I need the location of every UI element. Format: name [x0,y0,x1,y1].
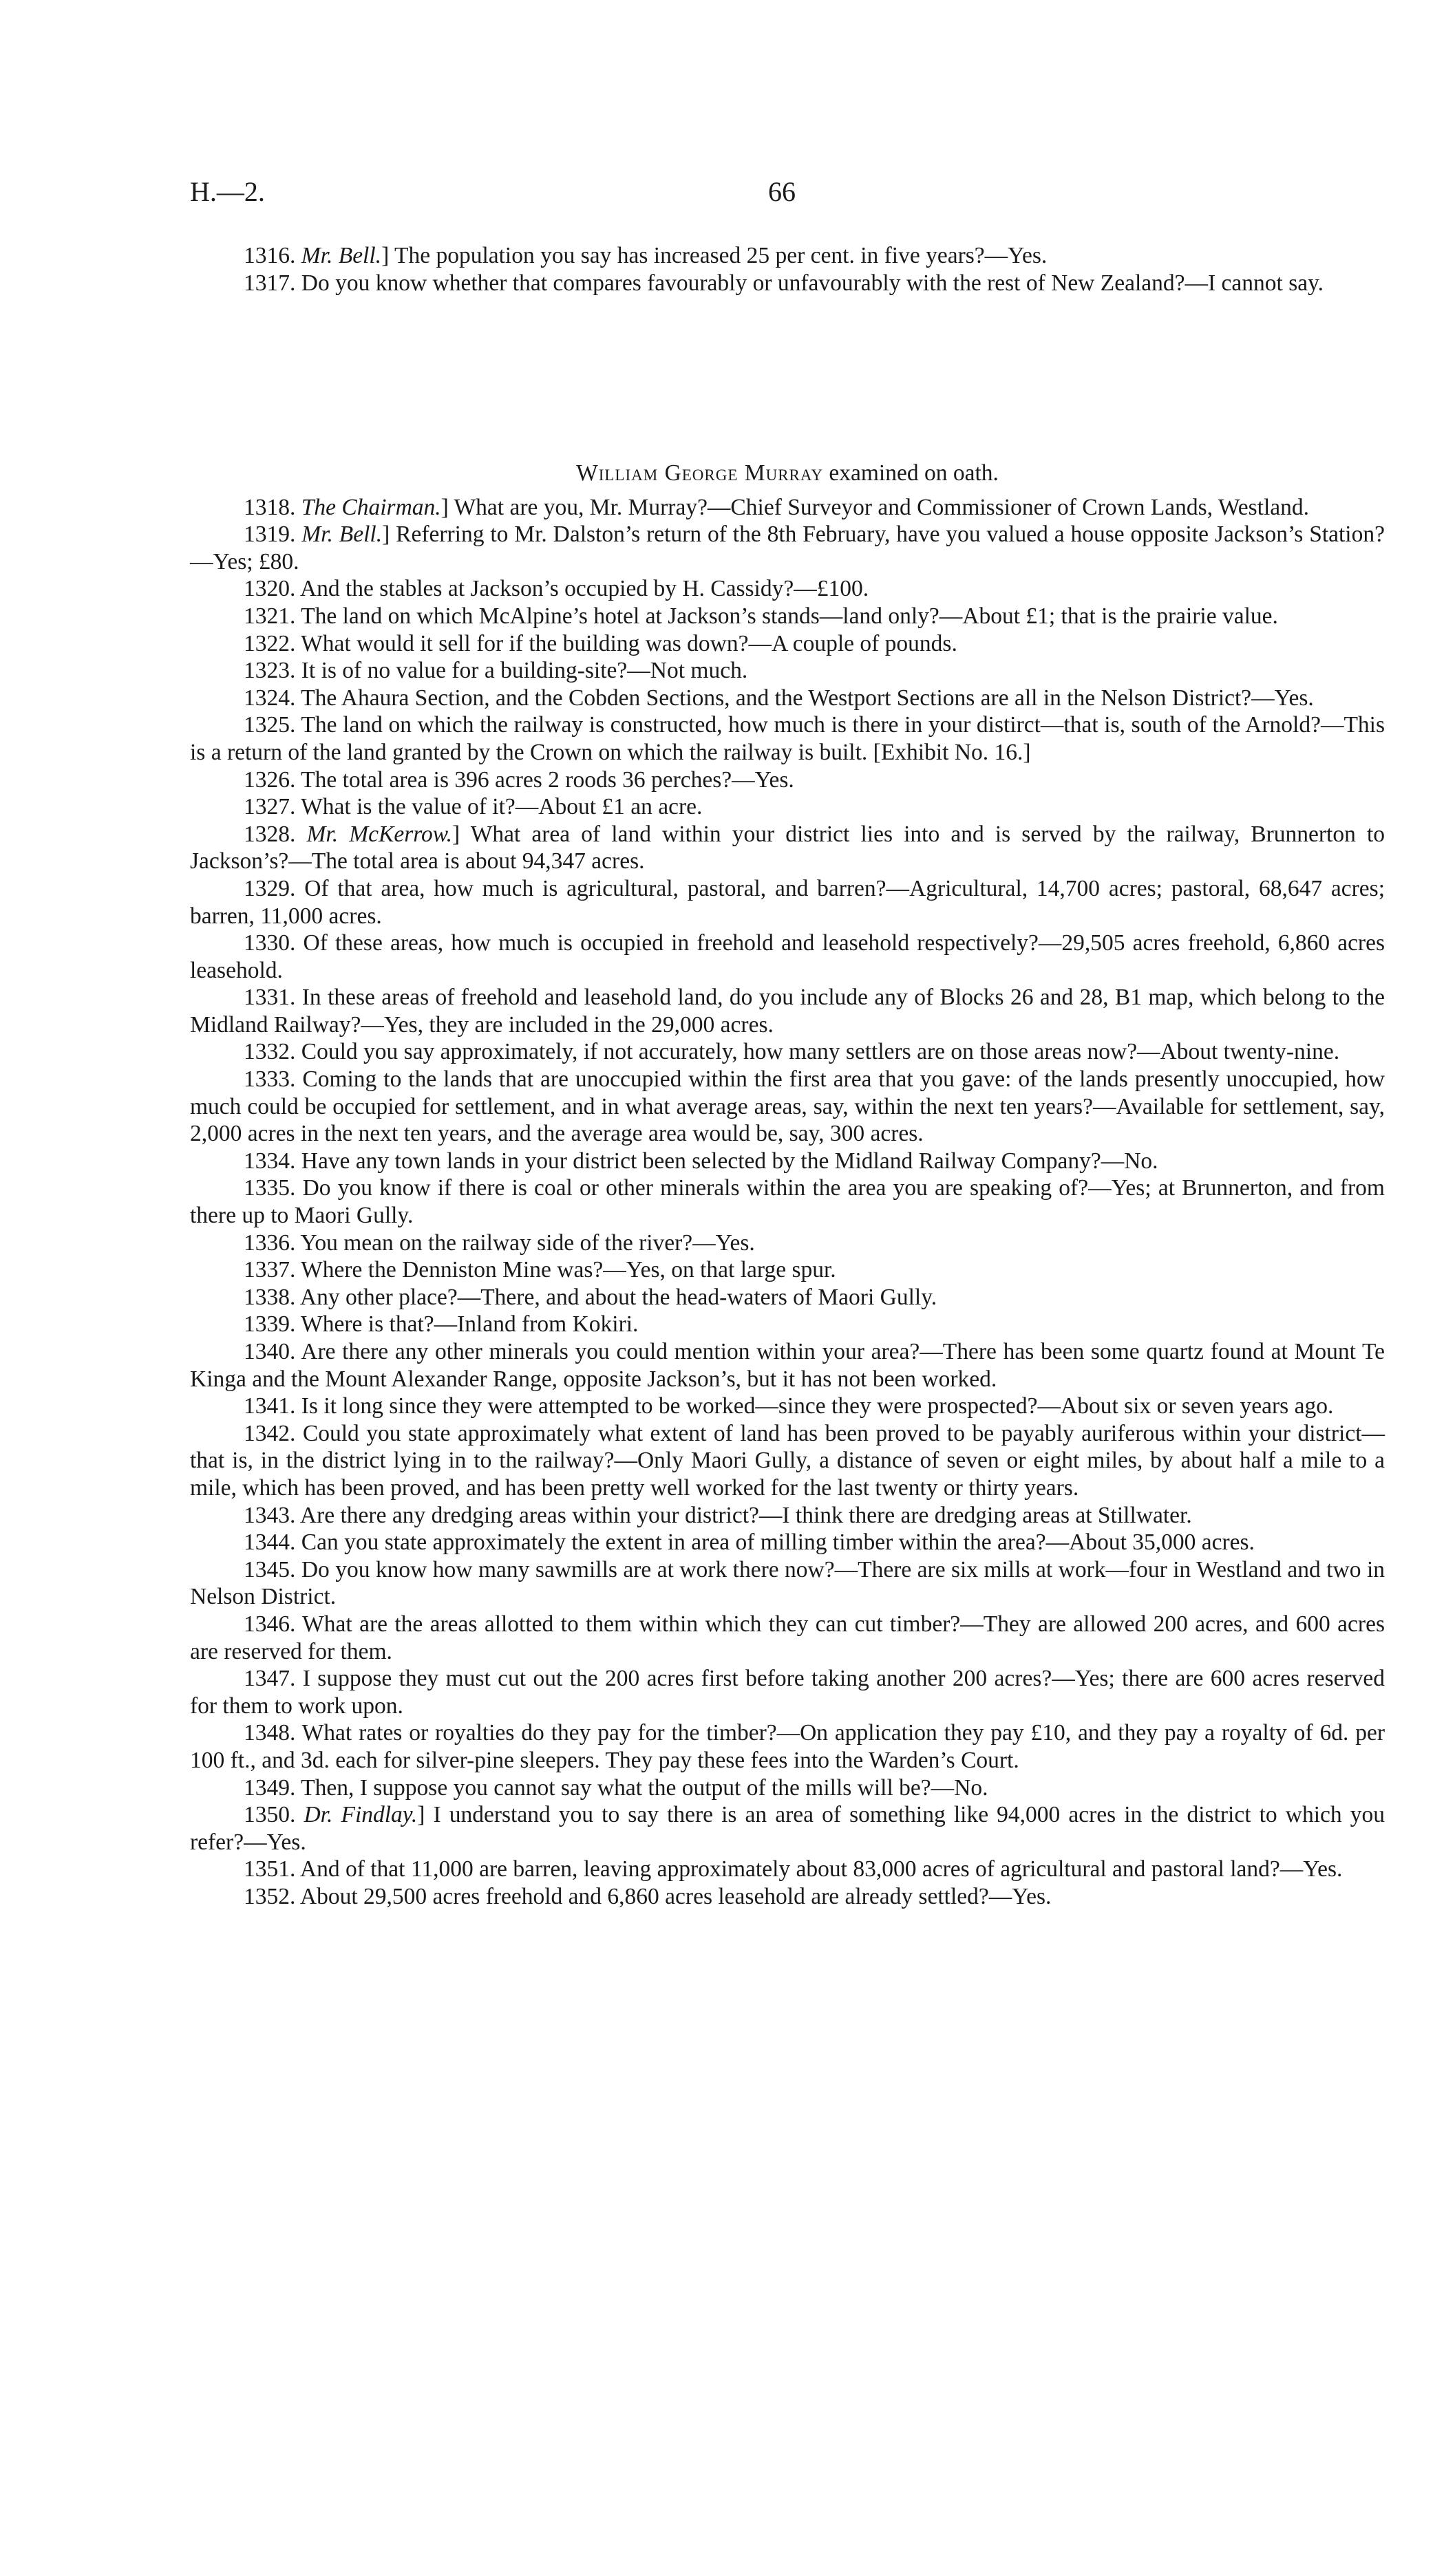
top-questions [190,242,1385,297]
question-paragraph [190,1883,1385,1911]
question-text: You mean on the railway side of the river?—Yes. [300,1230,755,1256]
question-text: ] The population you say has increased 25 per cent. in five years?—Yes. [381,243,1048,268]
question-text: Do you know if there is coal or other minerals within the area you are speaking of?—Yes; at Brunnerton, and from there up to Maori Gully. [190,1175,1385,1229]
question-text: Could you state approximately what extent of land has been proved to be payably auriferous within your district—that is, in the district lying in to the railway?—Only Maori Gully, a distance of seven or eight miles, by about half a mile to a mile, which has been proved, and has been pretty well worked for the last twenty or thirty years. [190,1420,1385,1501]
question-text: The Ahaura Section, and the Cobden Sections, and the Westport Sections are all in the Nelson District?—Yes. [301,685,1314,711]
witness-heading [190,460,1385,487]
question-number: 1321. [244,603,296,629]
question-number: 1335. [244,1175,296,1201]
question-text: Of these areas, how much is occupied in freehold and leasehold respectively?—29,505 acres freehold, 6,860 acres leasehold. [190,930,1385,983]
question-text: What are the areas allotted to them within which they can cut timber?—They are allowed 200 acres, and 600 acres are reserved for them. [190,1611,1385,1664]
question-text: What is the value of it?—About £1 an acre. [301,794,703,820]
question-number: 1317. [244,270,296,296]
question-number: 1344. [244,1530,296,1556]
question-number: 1348. [244,1720,296,1746]
question-number: 1316. [244,243,296,268]
question-paragraph [190,1556,1385,1611]
question-text: Are there any dredging areas within your district?—I think there are dredging areas at Stillwater. [299,1502,1192,1528]
speaker-name: Mr. Bell. [301,522,383,548]
question-number: 1338. [244,1284,296,1310]
question-text: It is of no value for a building-site?—Not much. [301,658,748,684]
heading-suffix: examined on oath. [829,460,999,486]
question-paragraph [190,1148,1385,1175]
question-paragraph [190,1529,1385,1556]
question-text: The land on which the railway is constructed, how much is there in your distirct—that is, south of the Arnold?—This is a return of the land granted by the Crown on which the railway is built. [Exhibit No. 16.] [190,712,1385,765]
question-number: 1327. [244,794,296,820]
question-number: 1349. [244,1774,296,1801]
question-number: 1323. [244,658,296,684]
page-number: 66 [768,176,796,207]
question-number: 1352. [244,1883,296,1909]
question-paragraph [190,1856,1385,1883]
speaker-name: Dr. Findlay. [304,1802,418,1828]
question-number: 1326. [244,766,296,793]
speaker-name: Mr. Bell. [301,243,382,268]
question-number: 1332. [244,1039,296,1065]
question-paragraph [190,685,1385,712]
question-text: Coming to the lands that are unoccupied within the first area that you gave: of the lands presently unoccupied, how much could be occupied for settlement, and in what average areas, say, within the next ten years?—Available for settlement, say, 2,000 acres in the next ten years, and the average area would be, say, 300 acres. [190,1066,1385,1147]
question-paragraph [190,875,1385,930]
question-text: ] What area of land within your district lies into and is served by the railway, Brunnerton to Jackson’s?—The total area is about 94,347 acres. [190,821,1385,874]
question-text: What rates or royalties do they pay for the timber?—On application they pay £10, and they pay a royalty of 6d. per 100 ft., and 3d. each for silver-pine sleepers. They pay these fees into the Warden’s Court. [190,1720,1385,1773]
question-number: 1329. [244,875,296,901]
question-number: 1336. [244,1230,296,1256]
question-paragraph [190,1719,1385,1774]
question-number: 1350. [244,1802,296,1828]
page-header [190,175,1385,217]
question-paragraph [190,1611,1385,1665]
question-text: Have any town lands in your district been selected by the Midland Railway Company?—No. [301,1148,1158,1174]
question-text: ] Referring to Mr. Dalston’s return of the 8th February, have you valued a house opposite Jackson’s Station?—Yes; £80. [190,522,1385,575]
question-paragraph [190,1311,1385,1338]
question-text: ] What are you, Mr. Murray?—Chief Surveyor and Commissioner of Crown Lands, Westland. [440,494,1310,520]
question-paragraph [190,1801,1385,1856]
witness-name: William George Murray [576,460,823,486]
question-number: 1334. [244,1148,296,1174]
question-text: Then, I suppose you cannot say what the output of the mills will be?—No. [301,1774,988,1801]
question-paragraph [190,521,1385,575]
question-text: And of that 11,000 are barren, leaving approximately about 83,000 acres of agricultural and pastoral land?—Yes. [299,1856,1343,1882]
question-text: I suppose they must cut out the 200 acres first before taking another 200 acres?—Yes; there are 600 acres reserved for them to work upon. [190,1666,1385,1719]
question-paragraph [190,494,1385,522]
question-number: 1319. [244,522,296,548]
question-number: 1346. [244,1611,296,1637]
question-paragraph [190,1066,1385,1148]
question-number: 1351. [244,1856,296,1882]
question-paragraph [190,1774,1385,1802]
question-text: And the stables at Jackson’s occupied by H. Cassidy?—£100. [299,576,869,602]
question-number: 1345. [244,1556,296,1582]
question-number: 1318. [244,494,296,520]
witness-section [190,460,1385,1910]
question-number: 1343. [244,1502,296,1528]
question-number: 1341. [244,1393,296,1419]
question-number: 1330. [244,930,296,956]
question-text: In these areas of freehold and leasehold land, do you include any of Blocks 26 and 28, B1 map, which belong to the Midland Railway?—Yes, they are included in the 29,000 acres. [190,985,1385,1038]
question-text: Is it long since they were attempted to be worked—since they were prospected?—About six or seven years ago. [301,1393,1334,1419]
question-paragraph [190,766,1385,794]
question-paragraph [190,270,1385,297]
question-paragraph [190,1284,1385,1311]
question-text: Any other place?—There, and about the head-waters of Maori Gully. [299,1284,937,1310]
question-paragraph [190,1393,1385,1420]
question-number: 1339. [244,1311,296,1338]
question-paragraph [190,575,1385,603]
question-number: 1340. [244,1339,296,1364]
question-paragraph [190,242,1385,270]
question-paragraph [190,1038,1385,1066]
question-paragraph [190,984,1385,1038]
question-text: Do you know how many sawmills are at work there now?—There are six mills at work—four in Westland and two in Nelson District. [190,1556,1385,1610]
question-paragraph [190,657,1385,685]
question-number: 1347. [244,1666,296,1692]
question-paragraph [190,630,1385,658]
question-text: What would it sell for if the building was down?—A couple of pounds. [301,630,957,656]
question-number: 1331. [244,985,296,1011]
question-text: Where is that?—Inland from Kokiri. [301,1311,639,1338]
question-paragraph [190,793,1385,821]
question-number: 1337. [244,1257,296,1283]
question-text: About 29,500 acres freehold and 6,860 acres leasehold are already settled?—Yes. [299,1883,1052,1909]
question-text: Are there any other minerals you could mention within your area?—There has been some quartz found at Mount Te Kinga and the Mount Alexander Range, opposite Jackson’s, but it has not been worked. [190,1339,1385,1392]
question-paragraph [190,1665,1385,1719]
question-text: ] I understand you to say there is an area of something like 94,000 acres in the district to which you refer?—Yes. [190,1802,1385,1855]
speaker-name: The Chairman. [301,494,441,520]
question-number: 1333. [244,1066,296,1093]
question-text: Do you know whether that compares favourably or unfavourably with the rest of New Zealand?—I cannot say. [301,270,1324,296]
question-text: The total area is 396 acres 2 roods 36 perches?—Yes. [301,766,794,793]
testimony-list [190,494,1385,1911]
question-text: The land on which McAlpine’s hotel at Jackson’s stands—land only?—About £1; that is the prairie value. [301,603,1278,629]
question-paragraph [190,1256,1385,1284]
question-text: Could you say approximately, if not accurately, how many settlers are on those areas now?—About twenty-nine. [301,1039,1340,1065]
question-number: 1328. [244,821,296,847]
question-number: 1320. [244,576,296,602]
question-paragraph [190,1420,1385,1502]
question-text: Where the Denniston Mine was?—Yes, on that large spur. [301,1257,836,1283]
question-number: 1342. [244,1420,296,1446]
document-reference: H.—2. [190,176,265,207]
speaker-name: Mr. McKerrow. [306,821,453,847]
question-paragraph [190,1502,1385,1530]
question-paragraph [190,930,1385,984]
question-number: 1325. [244,712,296,738]
question-paragraph [190,1230,1385,1257]
question-paragraph [190,711,1385,766]
question-paragraph [190,603,1385,630]
question-text: Of that area, how much is agricultural, pastoral, and barren?—Agricultural, 14,700 acres; pastoral, 68,647 acres; barren, 11,000 acres. [190,875,1385,929]
question-paragraph [190,821,1385,875]
question-paragraph [190,1174,1385,1229]
question-text: Can you state approximately the extent in area of milling timber within the area?—About 35,000 acres. [301,1530,1255,1556]
question-paragraph [190,1338,1385,1393]
question-number: 1322. [244,630,296,656]
question-number: 1324. [244,685,296,711]
